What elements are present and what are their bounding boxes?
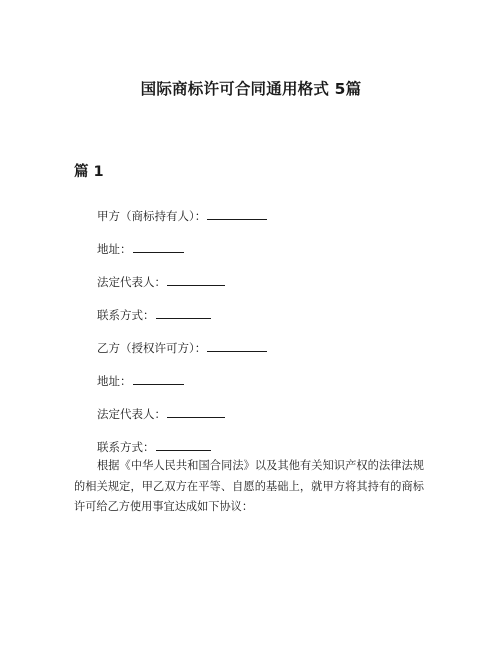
party-b-field (97, 340, 267, 356)
party-b-representative-label: 法定代表人： (97, 407, 166, 421)
party-b-contact-label: 联系方式： (97, 440, 155, 454)
party-a-address-field (97, 241, 184, 257)
party-b-label: 乙方（授权许可方）： (97, 341, 207, 355)
party-b-address-label: 地址： (97, 374, 132, 388)
party-a-representative-label: 法定代表人： (97, 275, 166, 289)
fill-blank (133, 242, 184, 253)
section-heading: 篇 1 (74, 164, 104, 180)
fill-blank (156, 440, 211, 451)
party-a-label: 甲方（商标持有人）： (97, 209, 207, 223)
party-a-contact-field (97, 307, 211, 323)
fill-blank (133, 374, 184, 385)
party-a-contact-label: 联系方式： (97, 308, 155, 322)
party-a-field (97, 208, 267, 224)
fill-blank (207, 209, 267, 220)
party-a-representative-field (97, 274, 225, 290)
fill-blank (167, 407, 225, 418)
party-b-address-field (97, 373, 184, 389)
party-a-address-label: 地址： (97, 242, 132, 256)
agreement-paragraph: 根据《中华人民共和国合同法》以及其他有关知识产权的法律法规的相关规定，甲乙双方在平等、自愿的基础上，就甲方将其持有的商标许可给乙方使用事宜达成如下协议： (74, 459, 424, 513)
fill-blank (207, 341, 267, 352)
party-b-contact-field (97, 439, 211, 455)
fill-blank (156, 308, 211, 319)
document-title: 国际商标许可合同通用格式 5篇 (140, 80, 362, 98)
party-b-representative-field (97, 406, 225, 422)
fill-blank (167, 275, 225, 286)
